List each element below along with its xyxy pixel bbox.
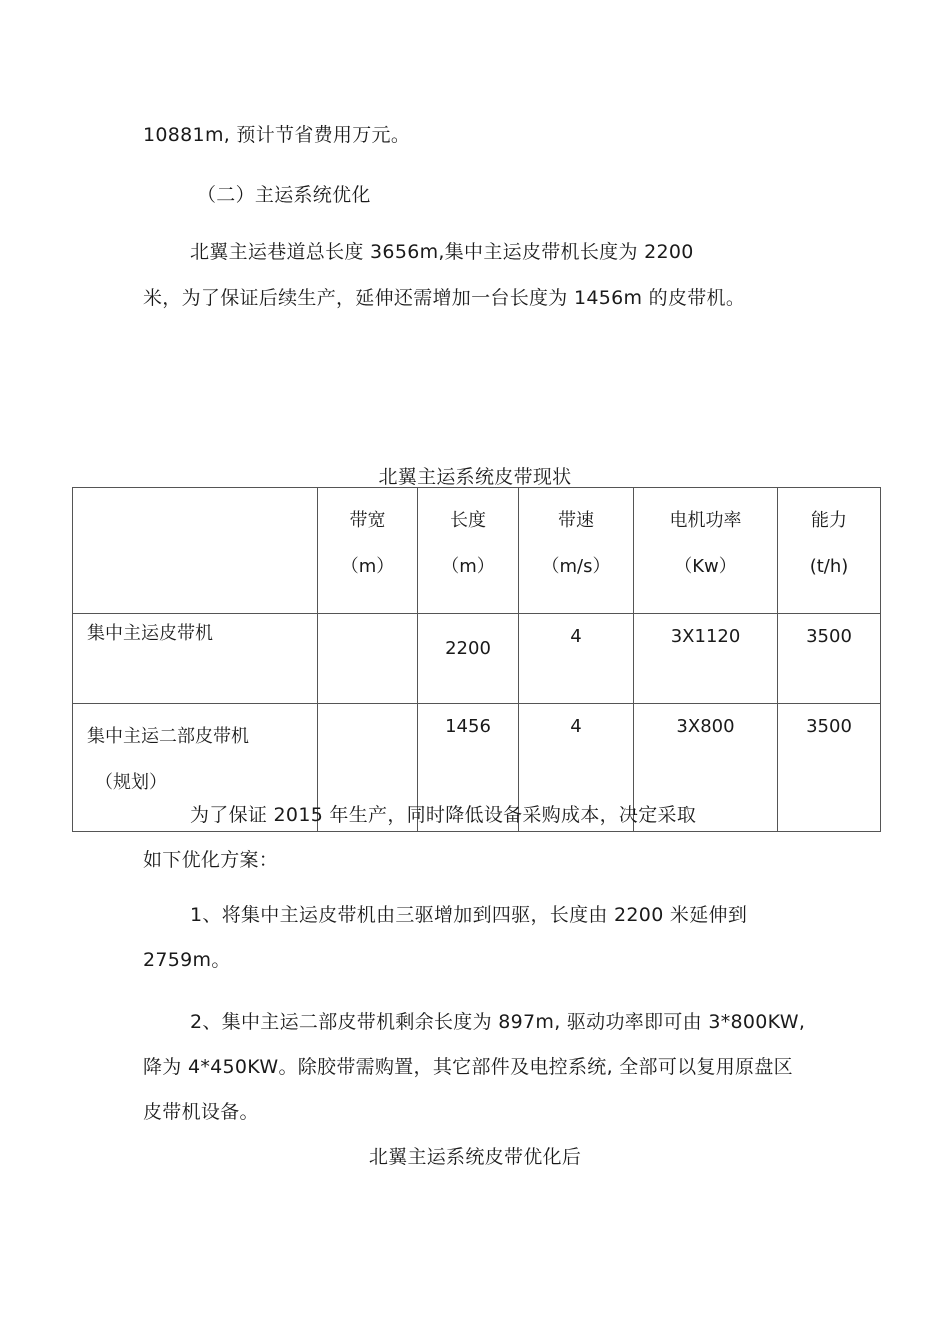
paragraph-line: 北翼主运巷道总长度 3656m,集中主运皮带机长度为 2200	[190, 241, 694, 263]
table-caption: 北翼主运系统皮带优化后	[368, 1146, 582, 1168]
cell-length: 2200	[418, 614, 519, 704]
cell-speed: 4	[519, 614, 634, 704]
header-cell: 电机功率 （Kw）	[634, 488, 778, 614]
header-cell: 长度 （m）	[418, 488, 519, 614]
list-item-line: 皮带机设备。	[143, 1101, 259, 1123]
list-item-line: 降为 4*450KW。除胶带需购置，其它部件及电控系统, 全部可以复用原盘区	[143, 1056, 793, 1078]
cell-speed: 4	[519, 704, 634, 832]
row-label: 集中主运二部皮带机 （规划）	[73, 704, 318, 832]
paragraph-line: 为了保证 2015 年生产，同时降低设备采购成本，决定采取	[190, 804, 697, 826]
table-header-row	[73, 488, 881, 614]
cell-power: 3X1120	[634, 614, 778, 704]
header-cell: 能力 (t/h)	[778, 488, 881, 614]
table-caption: 北翼主运系统皮带现状	[378, 466, 572, 488]
header-cell-empty	[73, 488, 318, 614]
paragraph-continuation: 10881m, 预计节省费用万元。	[143, 124, 411, 146]
section-heading: （二）主运系统优化	[197, 184, 371, 206]
row-label: 集中主运皮带机	[73, 614, 318, 704]
belt-status-table	[72, 487, 881, 832]
paragraph-line: 米，为了保证后续生产，延伸还需增加一台长度为 1456m 的皮带机。	[143, 287, 746, 309]
cell-width	[318, 614, 418, 704]
paragraph-line: 如下优化方案：	[143, 849, 279, 871]
header-cell: 带速 （m/s）	[519, 488, 634, 614]
cell-capacity: 3500	[778, 704, 881, 832]
list-item-line: 2759m。	[143, 949, 231, 971]
list-item-line: 2、集中主运二部皮带机剩余长度为 897m, 驱动功率即可由 3*800KW,	[190, 1011, 806, 1033]
cell-power: 3X800	[634, 704, 778, 832]
list-item-line: 1、将集中主运皮带机由三驱增加到四驱，长度由 2200 米延伸到	[190, 904, 748, 926]
header-cell: 带宽 （m）	[318, 488, 418, 614]
table-row	[73, 614, 881, 704]
cell-length: 1456	[418, 704, 519, 832]
cell-capacity: 3500	[778, 614, 881, 704]
